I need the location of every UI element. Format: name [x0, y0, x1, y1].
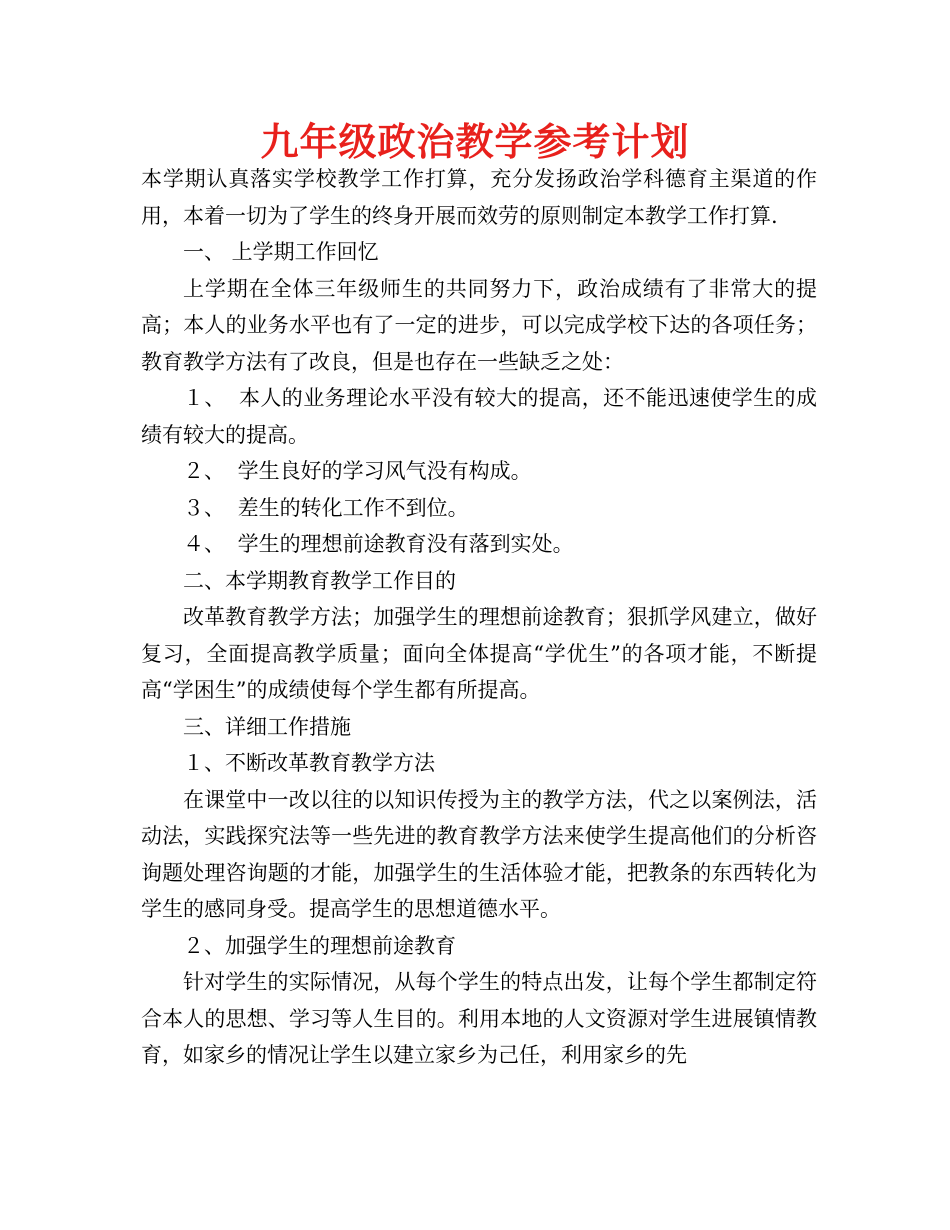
body-paragraph: 上学期在全体三年级师生的共同努力下，政治成绩有了非常大的提高；本人的业务水平也有了一定的进步，可以完成学校下达的各项任务；教育教学方法有了改良，但是也存在一些缺乏之处： [141, 276, 817, 374]
body-paragraph: 针对学生的实际情况，从每个学生的特点出发，让每个学生都制定符合本人的思想、学习等人生目的。利用本地的人文资源对学生进展镇情教育，如家乡的情况让学生以建立家乡为己任，利用家乡的先 [141, 970, 817, 1067]
list-item: ４、 学生的理想前途教育没有落到实处。 [183, 532, 574, 556]
subsection-heading-2: ２、加强学生的理想前途教育 [183, 933, 456, 958]
list-item: ２、 学生良好的学习风气没有构成。 [183, 459, 532, 483]
section-heading-1: 一、 上学期工作回忆 [183, 240, 379, 264]
document-title: 九年级政治教学参考计划 [260, 120, 690, 164]
body-paragraph: 在课堂中一改以往的以知识传授为主的教学方法，代之以案例法，活动法，实践探究法等一些先进的教育教学方法来使学生提高他们的分析咨询题处理咨询题的才能，加强学生的生活体验才能，把教条的东西转化为学生的感同身受。提高学生的思想道德水平。 [141, 787, 817, 921]
subsection-heading-1: １、不断改革教育教学方法 [183, 751, 435, 775]
section-heading-2: 二、本学期教育教学工作目的 [183, 568, 456, 593]
list-item: ３、 差生的转化工作不到位。 [183, 495, 469, 520]
intro-paragraph: 本学期认真落实学校教学工作打算，充分发扬政治学科德育主渠道的作用，本着一切为了学生的终身开展而效劳的原则制定本教学工作打算. [141, 167, 817, 228]
list-item: １、 本人的业务理论水平没有较大的提高，还不能迅速使学生的成绩有较大的提高。 [141, 386, 817, 447]
body-paragraph: 改革教育教学方法；加强学生的理想前途教育；狠抓学风建立，做好复习，全面提高教学质量；面向全体提高“学优生”的各项才能，不断提高“学困生”的成绩使每个学生都有所提高。 [141, 605, 817, 702]
section-heading-3: 三、详细工作措施 [183, 714, 351, 739]
document-body [141, 161, 817, 1074]
